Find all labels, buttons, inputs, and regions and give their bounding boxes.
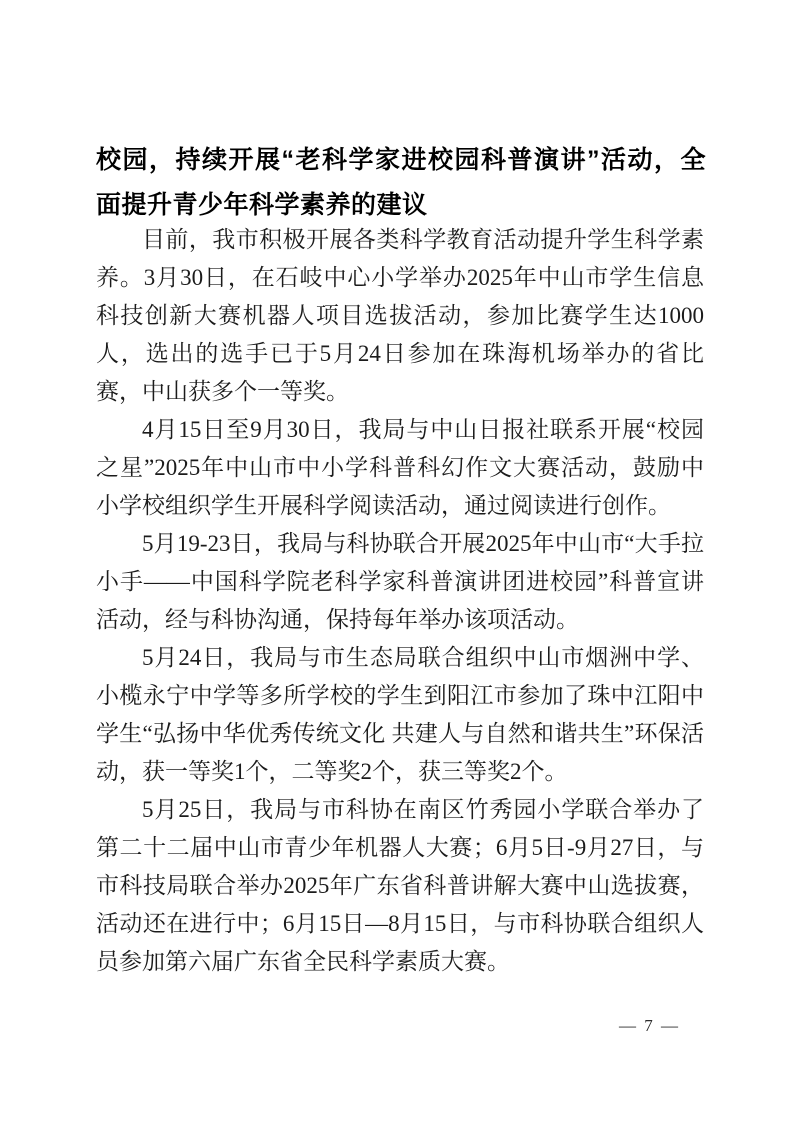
paragraph: 5月24日，我局与市生态局联合组织中山市烟洲中学、小榄永宁中学等多所学校的学生到阳江市参加了珠中江阳中学生“弘扬中华优秀传统文化 共建人与自然和谐共生”环保活动，获一等奖1个，二等奖2个，获三等奖2个。 — [96, 645, 704, 784]
paragraph: 4月15日至9月30日，我局与中山日报社联系开展“校园之星”2025年中山市中小学科普科幻作文大赛活动，鼓励中小学校组织学生开展科学阅读活动，通过阅读进行创作。 — [96, 417, 704, 518]
document-heading: 校园，持续开展“老科学家进校园科普演讲”活动，全面提升青少年科学素养的建议 — [96, 146, 706, 219]
document-body — [96, 221, 704, 981]
paragraph: 5月19-23日，我局与科协联合开展2025年中山市“大手拉小手——中国科学院老科学家科普演讲团进校园”科普宣讲活动，经与科协沟通，保持每年举办该项活动。 — [96, 531, 704, 632]
paragraph: 5月25日，我局与市科协在南区竹秀园小学联合举办了第二十二届中山市青少年机器人大赛；6月5日-9月27日，与市科技局联合举办2025年广东省科普讲解大赛中山选拔赛，活动还在进行中；6月15日—8月15日，与市科协联合组织人员参加第六届广东省全民科学素质大赛。 — [96, 797, 704, 974]
page-number: — 7 — — [619, 1016, 680, 1035]
paragraph: 目前，我市积极开展各类科学教育活动提升学生科学素养。3月30日，在石岐中心小学举办2025年中山市学生信息科技创新大赛机器人项目选拔活动，参加比赛学生达1000人，选出的选手已于5月24日参加在珠海机场举办的省比赛，中山获多个一等奖。 — [96, 227, 704, 404]
